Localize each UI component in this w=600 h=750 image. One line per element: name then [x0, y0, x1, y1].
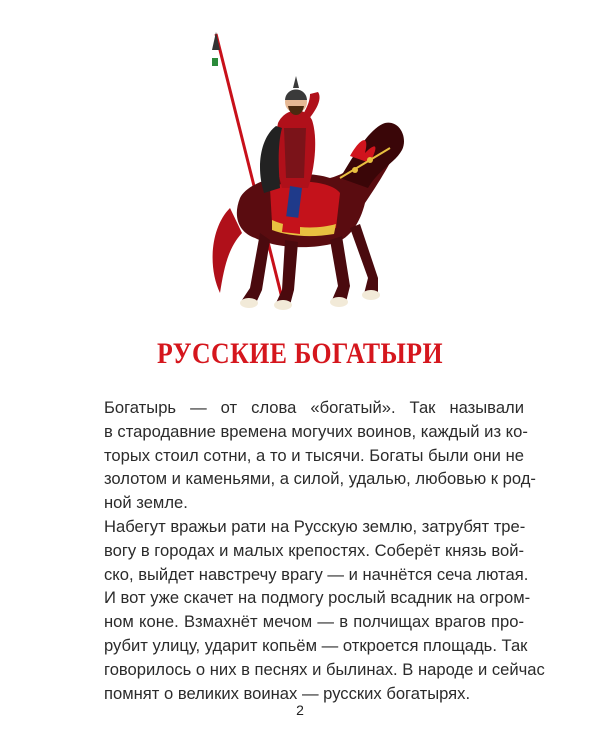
paragraph-1 — [104, 396, 536, 515]
text-line: золотом и каменьями, а силой, удалью, любовью к род- — [104, 469, 536, 489]
text-line: ном коне. Взмахнёт мечом — в полчищах врагов про- — [104, 612, 524, 632]
page-title: РУССКИЕ БОГАТЫРИ — [157, 337, 443, 370]
text-line: помнят о великих воинах — русских богатырях. — [104, 683, 471, 703]
text-line: ной земле. — [104, 493, 188, 513]
text-line: торых стоил сотни, а то и тысячи. Богаты были они не — [104, 445, 524, 465]
text-line: Набегут вражьи рати на Русскую землю, затрубят тре- — [104, 516, 526, 536]
text-line: Богатырь — от слова «богатый». Так называли — [104, 398, 524, 417]
bogatyr-horseman-illustration — [190, 28, 420, 328]
text-line: И вот уже скачет на подмогу рослый всадник на огром- — [104, 588, 531, 608]
paragraph-2 — [104, 515, 545, 705]
text-line: ско, выйдет навстречу врагу — и начнётся сеча лютая. — [104, 564, 529, 584]
article-body — [104, 396, 545, 705]
text-line: рубит улицу, ударит копьём — откроется площадь. Так — [104, 635, 528, 655]
text-line: в стародавние времена могучих воинов, каждый из ко- — [104, 421, 528, 441]
text-line: говорилось о них в песнях и былинах. В народе и сейчас — [104, 659, 545, 679]
text-line: вогу в городах и малых крепостях. Соберёт князь вой- — [104, 540, 524, 560]
page-number: 2 — [296, 702, 304, 718]
